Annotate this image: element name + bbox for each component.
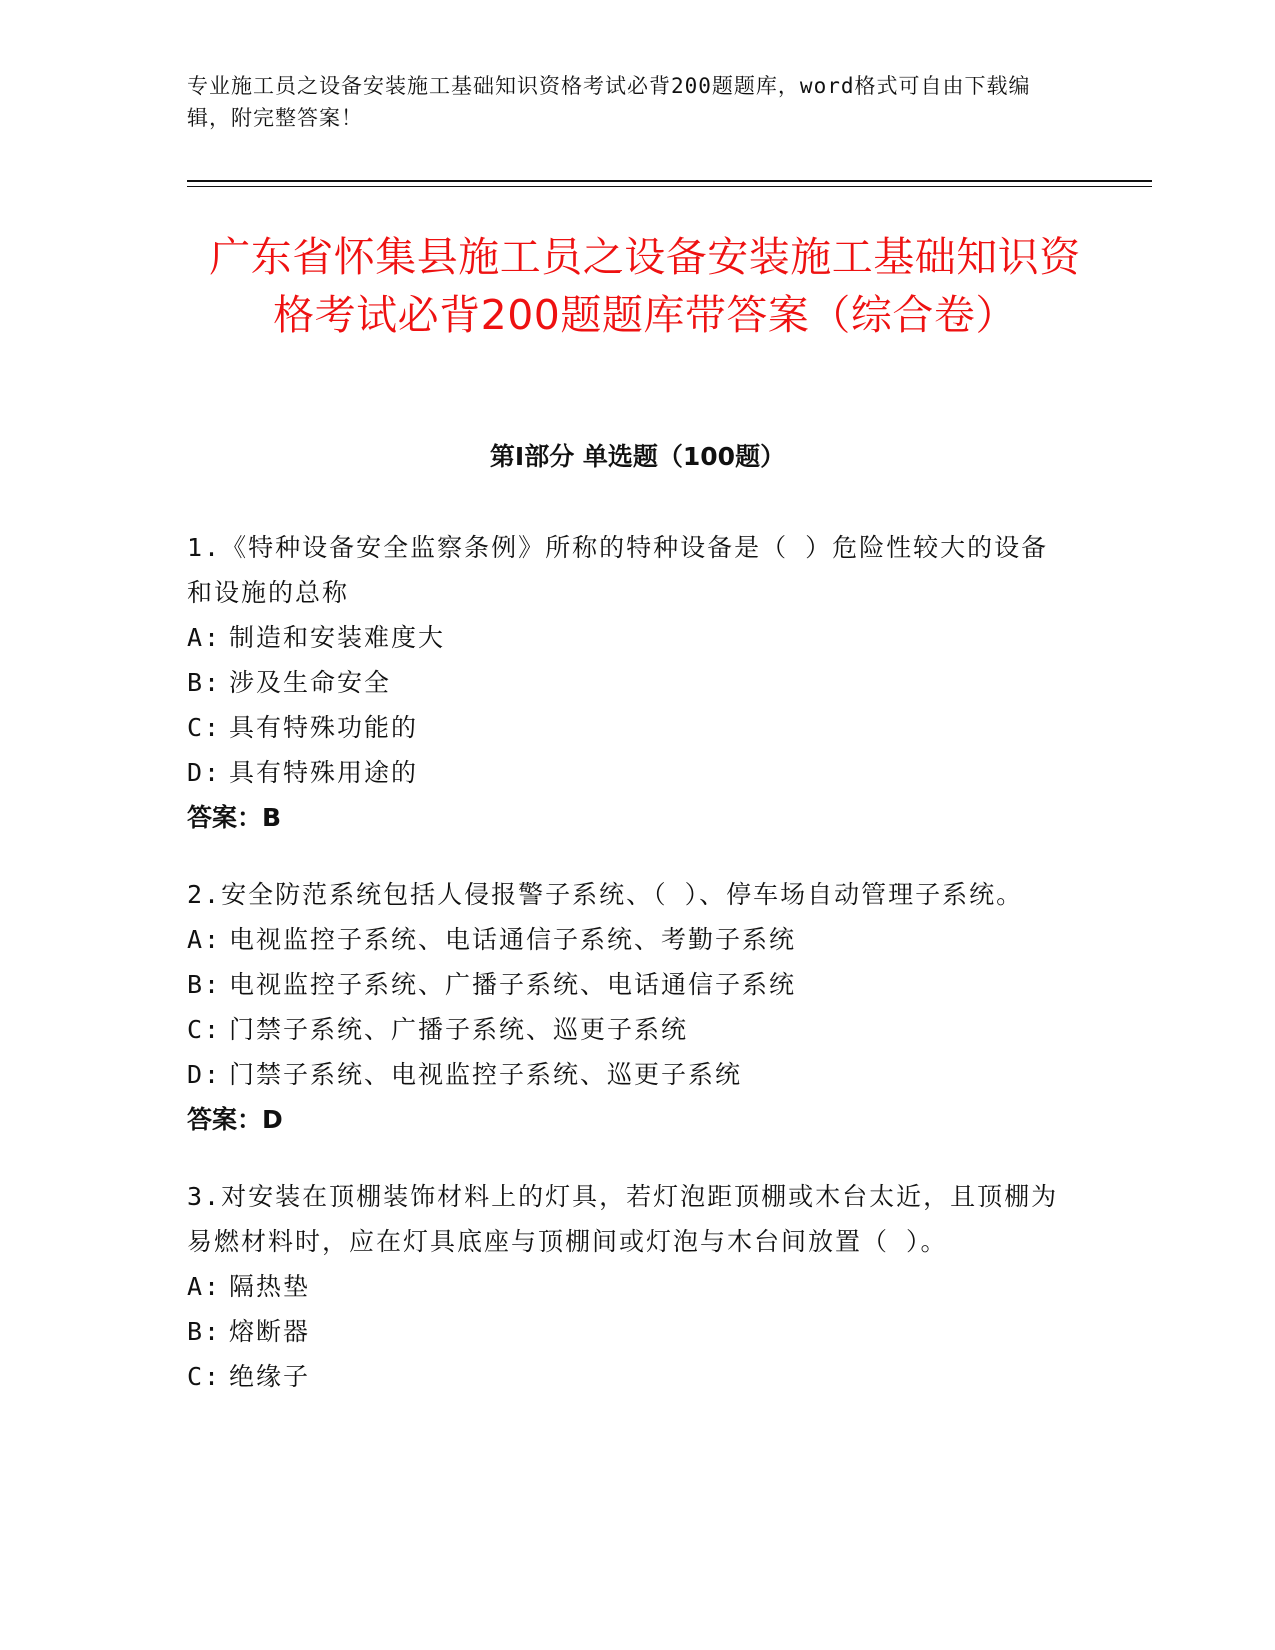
option-text: 隔热垫 (229, 1272, 311, 1301)
option-letter: D: (187, 1060, 222, 1089)
question-option (187, 1264, 1067, 1309)
section-title: 第Ⅰ部分 单选题（100题） (489, 442, 786, 471)
question-option (187, 1052, 1067, 1097)
option-letter: A: (187, 925, 222, 954)
option-letter: C: (187, 1015, 222, 1044)
question-option (187, 962, 1067, 1007)
option-letter: B: (187, 1317, 222, 1346)
option-text: 门禁子系统、电视监控子系统、巡更子系统 (229, 1060, 743, 1089)
answer-prefix: 答案： (187, 803, 263, 832)
question-item (187, 872, 1067, 1142)
option-letter: A: (187, 623, 222, 652)
option-letter: D: (187, 758, 222, 787)
header-divider-thin (187, 186, 1152, 187)
question-item (187, 525, 1067, 840)
header-note: 专业施工员之设备安装施工基础知识资格考试必背200题题库，word格式可自由下载编辑，附完整答案！ (187, 74, 1031, 130)
question-option (187, 660, 1067, 705)
answer-value: D (262, 1105, 283, 1134)
document-title: 广东省怀集县施工员之设备安装施工基础知识资格考试必背200题题库带答案（综合卷） (209, 233, 1081, 339)
option-text: 熔断器 (229, 1317, 311, 1346)
answer-prefix: 答案： (187, 1105, 263, 1134)
answer-value: B (262, 803, 282, 832)
question-option (187, 1354, 1067, 1399)
option-letter: A: (187, 1272, 222, 1301)
option-text: 具有特殊用途的 (229, 758, 419, 787)
option-text: 涉及生命安全 (229, 668, 392, 697)
question-answer (187, 795, 1067, 840)
question-answer (187, 1097, 1067, 1142)
question-item (187, 1174, 1067, 1399)
option-letter: B: (187, 970, 222, 999)
header-divider-thick (187, 180, 1152, 182)
question-option (187, 705, 1067, 750)
question-stem: 3.对安装在顶棚装饰材料上的灯具，若灯泡距顶棚或木台太近，且顶棚为易燃材料时，应在灯具底座与顶棚间或灯泡与木台间放置（ ）。 (187, 1182, 1059, 1256)
option-text: 电视监控子系统、广播子系统、电话通信子系统 (229, 970, 797, 999)
question-stem: 2.安全防范系统包括人侵报警子系统、（ ）、停车场自动管理子系统。 (187, 880, 1024, 909)
question-option (187, 615, 1067, 660)
option-letter: C: (187, 1362, 222, 1391)
option-letter: B: (187, 668, 222, 697)
option-text: 电视监控子系统、电话通信子系统、考勤子系统 (229, 925, 797, 954)
option-text: 门禁子系统、广播子系统、巡更子系统 (229, 1015, 689, 1044)
question-option (187, 917, 1067, 962)
question-stem: 1.《特种设备安全监察条例》所称的特种设备是（ ）危险性较大的设备和设施的总称 (187, 533, 1049, 607)
question-option (187, 1007, 1067, 1052)
question-option (187, 750, 1067, 795)
question-option (187, 1309, 1067, 1354)
option-text: 制造和安装难度大 (229, 623, 446, 652)
question-list (187, 525, 1067, 1431)
option-letter: C: (187, 713, 222, 742)
option-text: 具有特殊功能的 (229, 713, 419, 742)
option-text: 绝缘子 (229, 1362, 311, 1391)
